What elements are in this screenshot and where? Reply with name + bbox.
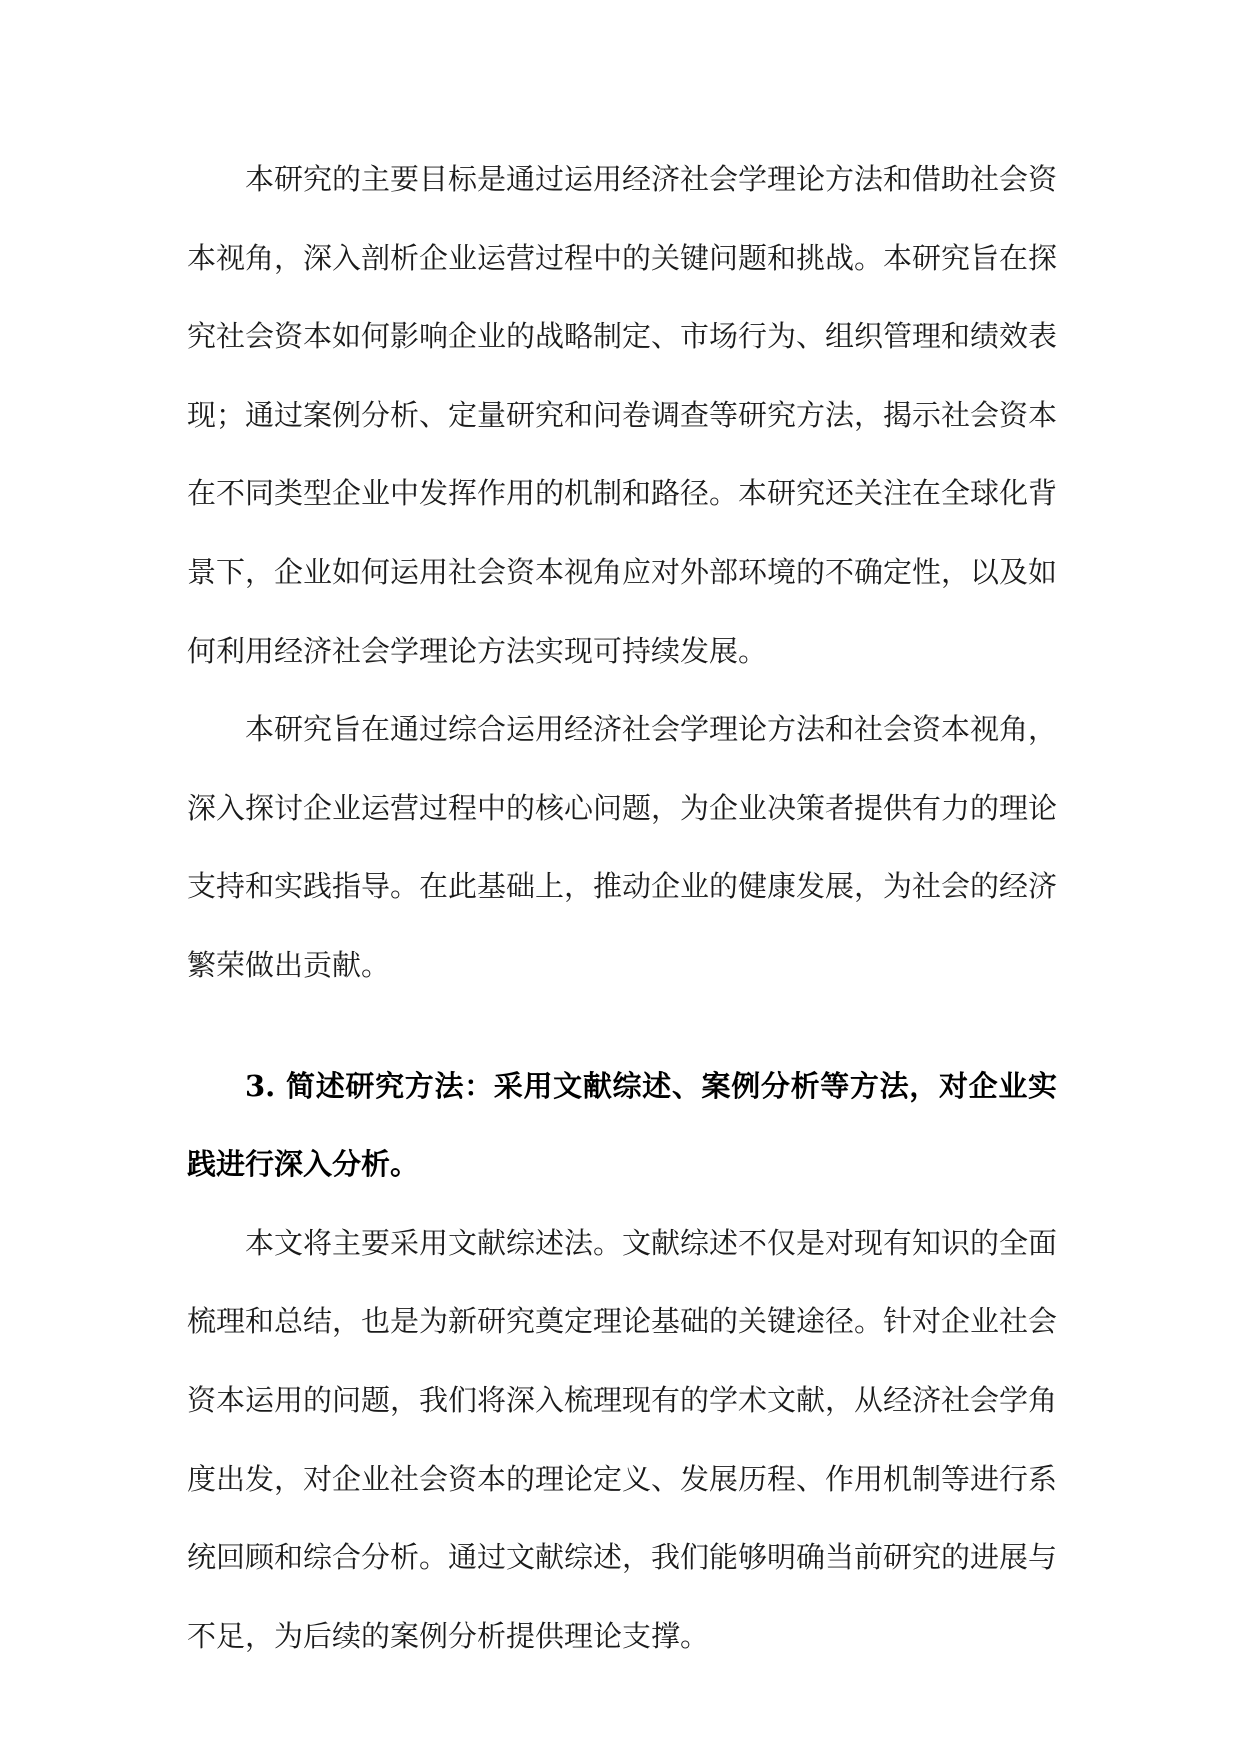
document-body bbox=[187, 140, 1057, 1675]
paragraph-research-goals: 本研究的主要目标是通过运用经济社会学理论方法和借助社会资本视角，深入剖析企业运营过程中的关键问题和挑战。本研究旨在探究社会资本如何影响企业的战略制定、市场行为、组织管理和绩效表现；通过案例分析、定量研究和问卷调查等研究方法，揭示社会资本在不同类型企业中发挥作用的机制和路径。本研究还关注在全球化背景下，企业如何运用社会资本视角应对外部环境的不确定性，以及如何利用经济社会学理论方法实现可持续发展。 bbox=[187, 162, 1058, 668]
paragraph-literature-review: 本文将主要采用文献综述法。文献综述不仅是对现有知识的全面梳理和总结，也是为新研究奠定理论基础的关键途径。针对企业社会资本运用的问题，我们将深入梳理现有的学术文献，从经济社会学角度出发，对企业社会资本的理论定义、发展历程、作用机制等进行系统回顾和综合分析。通过文献综述，我们能够明确当前研究的进展与不足，为后续的案例分析提供理论支撑。 bbox=[187, 1225, 1058, 1653]
section-heading-research-methods: 3. 简述研究方法：采用文献综述、案例分析等方法，对企业实践进行深入分析。 bbox=[187, 1068, 1057, 1182]
paragraph-research-purpose: 本研究旨在通过综合运用经济社会学理论方法和社会资本视角，深入探讨企业运营过程中的核心问题，为企业决策者提供有力的理论支持和实践指导。在此基础上，推动企业的健康发展，为社会的经济繁荣做出贡献。 bbox=[187, 712, 1058, 982]
